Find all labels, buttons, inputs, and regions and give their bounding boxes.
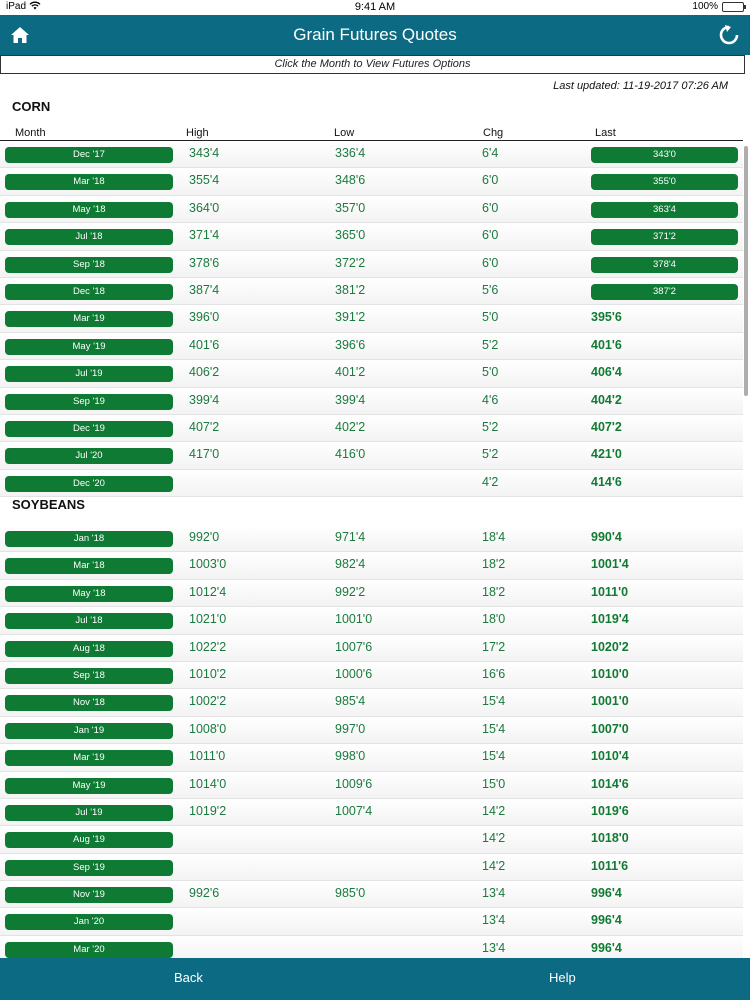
- last-value: 1011'6: [591, 858, 629, 873]
- status-time: 9:41 AM: [354, 1, 396, 13]
- high-value: 407'2: [189, 419, 220, 434]
- low-value: 372'2: [335, 255, 366, 270]
- high-value: 406'2: [189, 365, 220, 380]
- change-value: 15'4: [482, 749, 506, 764]
- last-value: 1010'0: [591, 666, 629, 681]
- last-value: 404'2: [591, 392, 622, 407]
- change-value: 18'2: [482, 557, 506, 572]
- last-value: 1020'2: [591, 639, 629, 654]
- last-value: 414'6: [591, 474, 622, 489]
- table-row: [0, 580, 743, 607]
- col-high: High: [186, 127, 209, 139]
- low-value: 1007'6: [335, 639, 373, 654]
- month-button[interactable]: Dec '18: [5, 284, 173, 300]
- last-value: 1019'4: [591, 612, 629, 627]
- last-value: 401'6: [591, 337, 622, 352]
- table-row: [0, 717, 743, 744]
- month-button[interactable]: May '18: [5, 586, 173, 602]
- table-row: [0, 442, 743, 469]
- month-button[interactable]: May '18: [5, 202, 173, 218]
- last-value: 996'4: [591, 913, 622, 928]
- high-value: 1022'2: [189, 639, 227, 654]
- high-value: 992'6: [189, 886, 220, 901]
- battery-percent: 100%: [692, 1, 718, 12]
- high-value: 992'0: [189, 530, 220, 544]
- low-value: 399'4: [335, 392, 366, 407]
- change-value: 13'4: [482, 913, 506, 928]
- month-button[interactable]: Dec '19: [5, 421, 173, 437]
- table-row: [0, 772, 743, 799]
- table-row: [0, 799, 743, 826]
- change-value: 15'4: [482, 694, 506, 709]
- last-value: 1007'0: [591, 721, 629, 736]
- low-value: 992'2: [335, 584, 366, 599]
- high-value: 1011'0: [189, 749, 226, 764]
- low-value: 365'0: [335, 228, 366, 243]
- col-last: Last: [595, 127, 616, 139]
- low-value: 402'2: [335, 419, 366, 434]
- soybeans-table: [0, 525, 743, 963]
- change-value: 6'0: [482, 173, 499, 188]
- high-value: 1003'0: [189, 557, 227, 572]
- last-value: 1001'0: [591, 694, 629, 709]
- last-price-button[interactable]: 363'4: [591, 202, 738, 218]
- high-value: 1010'2: [189, 666, 227, 681]
- change-value: 16'6: [482, 666, 506, 681]
- scrollbar[interactable]: [744, 146, 748, 396]
- low-value: 985'0: [335, 886, 366, 901]
- month-button[interactable]: Sep '18: [5, 668, 173, 684]
- table-row: [0, 333, 743, 360]
- change-value: 5'6: [482, 282, 499, 297]
- low-value: 391'2: [335, 310, 366, 325]
- table-row: [0, 854, 743, 881]
- help-button[interactable]: Help: [549, 970, 576, 985]
- last-price-button[interactable]: 343'0: [591, 147, 738, 163]
- month-button[interactable]: Nov '18: [5, 695, 173, 711]
- last-value: 1014'6: [591, 776, 629, 791]
- change-value: 14'2: [482, 831, 506, 846]
- table-row: [0, 635, 743, 662]
- last-price-button[interactable]: 378'4: [591, 257, 738, 273]
- col-month: Month: [15, 127, 46, 139]
- refresh-icon: [718, 24, 740, 46]
- soybeans-section-title: SOYBEANS: [12, 497, 85, 512]
- change-value: 5'2: [482, 447, 499, 462]
- table-row: [0, 251, 743, 278]
- last-price-button[interactable]: 371'2: [591, 229, 738, 245]
- change-value: 18'2: [482, 584, 506, 599]
- high-value: 343'4: [189, 146, 220, 160]
- change-value: 4'2: [482, 474, 499, 489]
- change-value: 18'4: [482, 530, 506, 544]
- high-value: 378'6: [189, 255, 220, 270]
- low-value: 971'4: [335, 530, 366, 544]
- change-value: 18'0: [482, 612, 506, 627]
- last-value: 996'4: [591, 940, 622, 955]
- change-value: 5'0: [482, 310, 499, 325]
- table-row: [0, 168, 743, 195]
- high-value: 364'0: [189, 200, 220, 215]
- month-button[interactable]: May '19: [5, 778, 173, 794]
- table-row: [0, 607, 743, 634]
- high-value: 355'4: [189, 173, 220, 188]
- table-row: [0, 744, 743, 771]
- month-button[interactable]: Dec '20: [5, 476, 173, 492]
- low-value: 357'0: [335, 200, 366, 215]
- high-value: 371'4: [189, 228, 220, 243]
- month-button[interactable]: Mar '18: [5, 558, 173, 574]
- high-value: 399'4: [189, 392, 220, 407]
- change-value: 5'2: [482, 419, 499, 434]
- high-value: 417'0: [189, 447, 220, 462]
- last-value: 1001'4: [591, 557, 629, 572]
- table-row: [0, 415, 743, 442]
- table-row: [0, 141, 743, 168]
- low-value: 1007'4: [335, 803, 373, 818]
- month-button[interactable]: Jul '19: [5, 805, 173, 821]
- change-value: 4'6: [482, 392, 499, 407]
- last-value: 990'4: [591, 530, 622, 544]
- change-value: 13'4: [482, 886, 506, 901]
- month-button[interactable]: Jan '18: [5, 531, 173, 547]
- high-value: 1021'0: [189, 612, 227, 627]
- bottom-toolbar: [0, 958, 750, 1000]
- month-button[interactable]: May '19: [5, 339, 173, 355]
- status-battery: [692, 1, 744, 12]
- month-button[interactable]: Jul '18: [5, 229, 173, 245]
- last-value: 1011'0: [591, 584, 629, 599]
- change-value: 15'4: [482, 721, 506, 736]
- low-value: 985'4: [335, 694, 366, 709]
- last-updated: Last updated: 11-19-2017 07:26 AM: [553, 80, 728, 92]
- nav-bar: [0, 15, 750, 55]
- change-value: 15'0: [482, 776, 506, 791]
- low-value: 336'4: [335, 146, 366, 160]
- month-button[interactable]: Nov '19: [5, 887, 173, 903]
- low-value: 1009'6: [335, 776, 373, 791]
- month-button[interactable]: Mar '19: [5, 750, 173, 766]
- month-button[interactable]: Mar '20: [5, 942, 173, 958]
- corn-table: [0, 141, 743, 497]
- last-value: 406'4: [591, 365, 622, 380]
- table-row: [0, 305, 743, 332]
- month-button[interactable]: Sep '19: [5, 394, 173, 410]
- high-value: 1002'2: [189, 694, 227, 709]
- change-value: 17'2: [482, 639, 506, 654]
- last-value: 996'4: [591, 886, 622, 901]
- table-row: [0, 525, 743, 552]
- battery-icon: [722, 2, 744, 12]
- low-value: 396'6: [335, 337, 366, 352]
- high-value: 1014'0: [189, 776, 227, 791]
- low-value: 998'0: [335, 749, 366, 764]
- month-button[interactable]: Jul '20: [5, 448, 173, 464]
- low-value: 1001'0: [335, 612, 373, 627]
- month-button[interactable]: Jul '18: [5, 613, 173, 629]
- table-row: [0, 826, 743, 853]
- high-value: 1012'4: [189, 584, 227, 599]
- change-value: 6'0: [482, 200, 499, 215]
- last-price-button[interactable]: 387'2: [591, 284, 738, 300]
- high-value: 1019'2: [189, 803, 227, 818]
- change-value: 14'2: [482, 803, 506, 818]
- high-value: 401'6: [189, 337, 220, 352]
- column-headers: [0, 127, 743, 141]
- month-button[interactable]: Dec '17: [5, 147, 173, 163]
- high-value: 1008'0: [189, 721, 227, 736]
- low-value: 348'6: [335, 173, 366, 188]
- table-row: [0, 881, 743, 908]
- last-value: 395'6: [591, 310, 622, 325]
- col-low: Low: [334, 127, 355, 139]
- back-button[interactable]: Back: [174, 970, 203, 985]
- change-value: 6'4: [482, 146, 499, 160]
- month-button[interactable]: Sep '18: [5, 257, 173, 273]
- table-row: [0, 360, 743, 387]
- change-value: 5'0: [482, 365, 499, 380]
- device-name: iPad: [6, 1, 27, 12]
- table-row: [0, 552, 743, 579]
- high-value: 387'4: [189, 282, 220, 297]
- month-button[interactable]: Mar '18: [5, 174, 173, 190]
- last-value: 1019'6: [591, 803, 629, 818]
- change-value: 5'2: [482, 337, 499, 352]
- corn-section-title: CORN: [12, 99, 51, 114]
- month-button[interactable]: Aug '18: [5, 641, 173, 657]
- table-row: [0, 278, 743, 305]
- low-value: 997'0: [335, 721, 366, 736]
- table-row: [0, 223, 743, 250]
- change-value: 6'0: [482, 255, 499, 270]
- month-button[interactable]: Mar '19: [5, 311, 173, 327]
- last-value: 1010'4: [591, 749, 629, 764]
- month-button[interactable]: Aug '19: [5, 832, 173, 848]
- change-value: 6'0: [482, 228, 499, 243]
- last-value: 1018'0: [591, 831, 629, 846]
- col-chg: Chg: [483, 127, 504, 139]
- table-row: [0, 196, 743, 223]
- table-row: [0, 689, 743, 716]
- month-button[interactable]: Jan '19: [5, 723, 173, 739]
- change-value: 14'2: [482, 858, 506, 873]
- last-value: 421'0: [591, 447, 622, 462]
- status-bar: [0, 0, 750, 15]
- low-value: 381'2: [335, 282, 366, 297]
- low-value: 982'4: [335, 557, 366, 572]
- low-value: 1000'6: [335, 666, 373, 681]
- high-value: 396'0: [189, 310, 220, 325]
- month-button[interactable]: Jul '19: [5, 366, 173, 382]
- table-row: [0, 470, 743, 497]
- refresh-button[interactable]: [718, 24, 740, 46]
- page-title: Grain Futures Quotes: [293, 25, 457, 44]
- last-value: 407'2: [591, 419, 622, 434]
- low-value: 416'0: [335, 447, 366, 462]
- last-price-button[interactable]: 355'0: [591, 174, 738, 190]
- futures-options-banner[interactable]: Click the Month to View Futures Options: [0, 55, 745, 74]
- change-value: 13'4: [482, 940, 506, 955]
- low-value: 401'2: [335, 365, 366, 380]
- table-row: [0, 908, 743, 935]
- month-button[interactable]: Jan '20: [5, 914, 173, 930]
- table-row: [0, 662, 743, 689]
- table-row: [0, 388, 743, 415]
- month-button[interactable]: Sep '19: [5, 860, 173, 876]
